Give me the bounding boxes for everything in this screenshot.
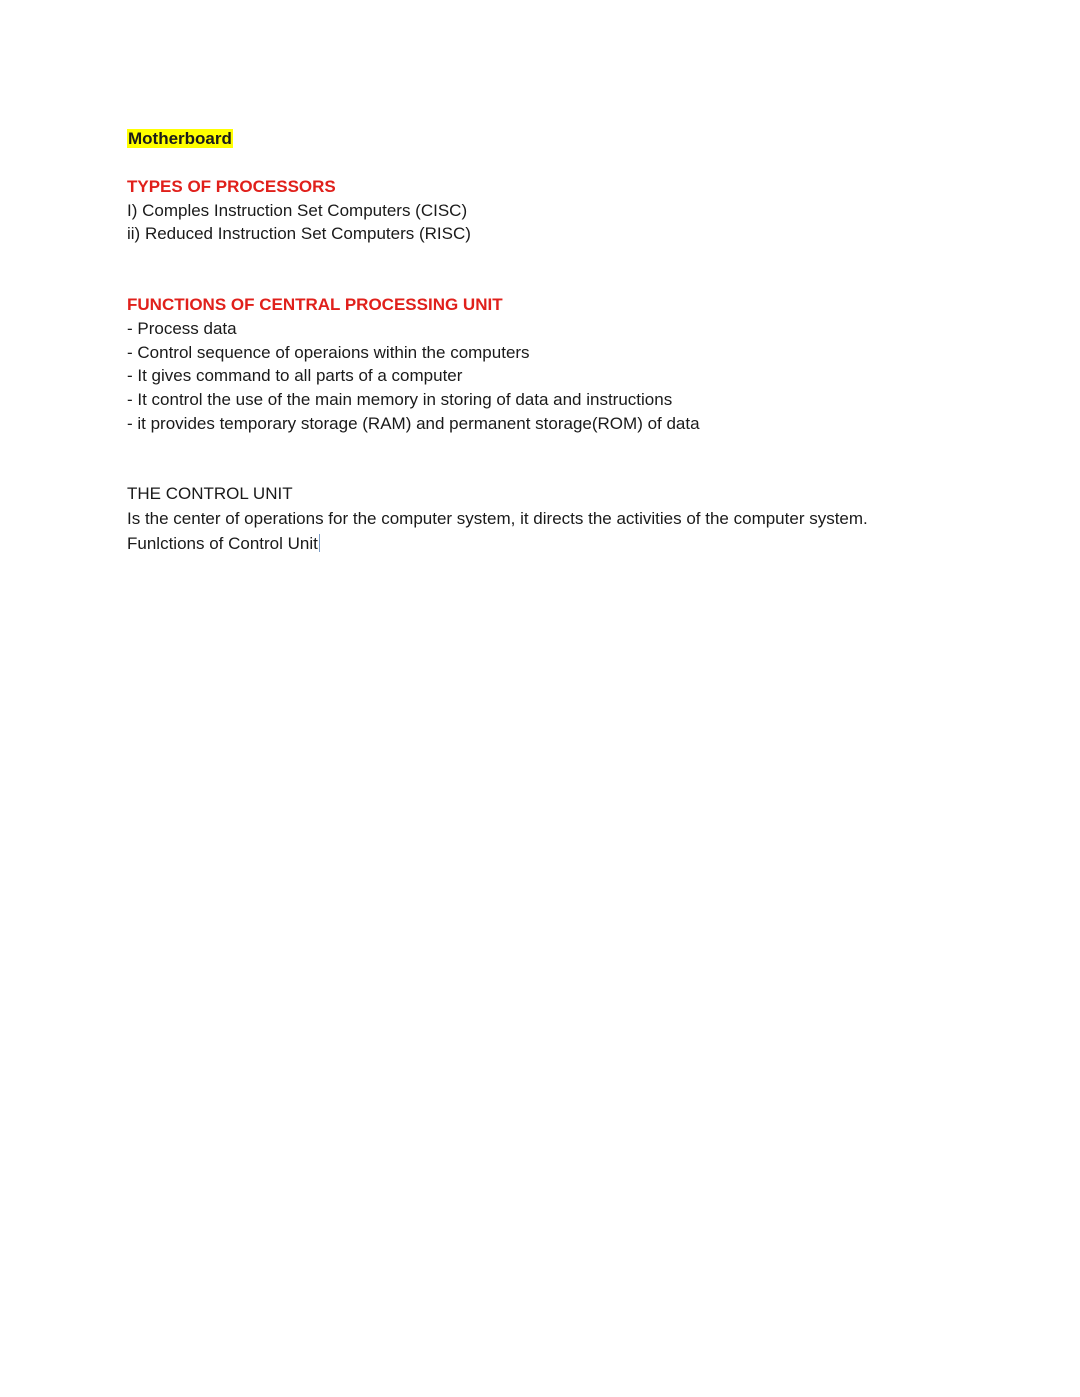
functions-heading: FUNCTIONS OF CENTRAL PROCESSING UNIT — [127, 295, 503, 314]
control-unit-description: Is the center of operations for the computer system, it directs the activities of the computer system. — [127, 509, 868, 528]
control-unit-subheading: Funlctions of Control Unit — [127, 534, 318, 553]
types-item: ii) Reduced Instruction Set Computers (RISC) — [127, 224, 471, 243]
functions-item: - Process data — [127, 319, 237, 338]
text-cursor — [319, 534, 320, 552]
control-unit-heading: THE CONTROL UNIT — [127, 484, 293, 503]
functions-item: - it provides temporary storage (RAM) and permanent storage(ROM) of data — [127, 414, 700, 433]
types-item: I) Comples Instruction Set Computers (CISC) — [127, 201, 468, 220]
control-unit-subheading-line[interactable] — [127, 534, 320, 554]
document-title — [127, 129, 233, 149]
types-heading: TYPES OF PROCESSORS — [127, 177, 336, 196]
functions-item: - It gives command to all parts of a computer — [127, 366, 463, 385]
functions-item: - It control the use of the main memory in storing of data and instructions — [127, 390, 673, 409]
highlighted-title: Motherboard — [128, 129, 232, 148]
functions-item: - Control sequence of operaions within the computers — [127, 343, 530, 362]
